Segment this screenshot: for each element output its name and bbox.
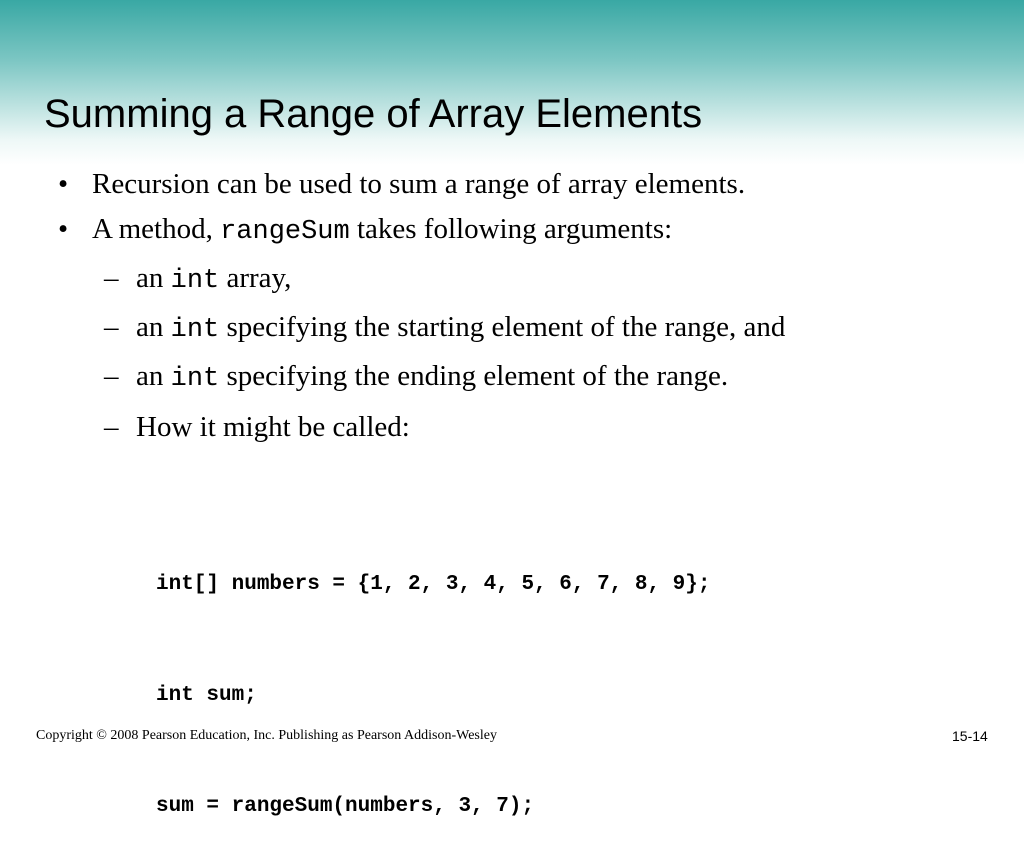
dash-marker: –: [104, 311, 119, 343]
sub-bullet-text: [136, 260, 291, 299]
text-run: specifying the starting element of the range, and: [219, 311, 786, 343]
text-run: specifying the ending element of the range.: [219, 360, 729, 392]
bullet-text: [92, 211, 672, 250]
code-line: int sum;: [156, 684, 257, 707]
slide-number: 15-14: [952, 728, 988, 744]
inline-code: rangeSum: [220, 217, 350, 247]
inline-code: int: [170, 364, 220, 394]
code-line: int[] numbers = {1, 2, 3, 4, 5, 6, 7, 8, 9};: [156, 573, 711, 596]
dash-marker: –: [104, 262, 119, 294]
text-run: an: [136, 311, 171, 343]
text-run: A method,: [92, 213, 221, 245]
slide-title: Summing a Range of Array Elements: [44, 92, 703, 136]
dash-marker: –: [104, 411, 119, 443]
code-example: [156, 492, 711, 862]
bullet-marker: •: [58, 168, 69, 200]
dash-marker: –: [104, 360, 119, 392]
sub-bullet-text: [136, 309, 785, 348]
text-run: an: [136, 360, 171, 392]
bullet-text: Recursion can be used to sum a range of array elements.: [92, 168, 746, 200]
inline-code: int: [170, 266, 220, 296]
bullet-marker: •: [58, 213, 69, 245]
text-run: takes following arguments:: [349, 213, 673, 245]
inline-code: int: [170, 315, 220, 345]
sub-bullet-text: How it might be called:: [136, 411, 410, 443]
text-run: an: [136, 262, 171, 294]
sub-bullet-text: [136, 358, 728, 397]
code-line: sum = rangeSum(numbers, 3, 7);: [156, 795, 535, 818]
copyright-notice: Copyright © 2008 Pearson Education, Inc. Publishing as Pearson Addison-Wesley: [36, 728, 497, 743]
text-run: array,: [219, 262, 292, 294]
